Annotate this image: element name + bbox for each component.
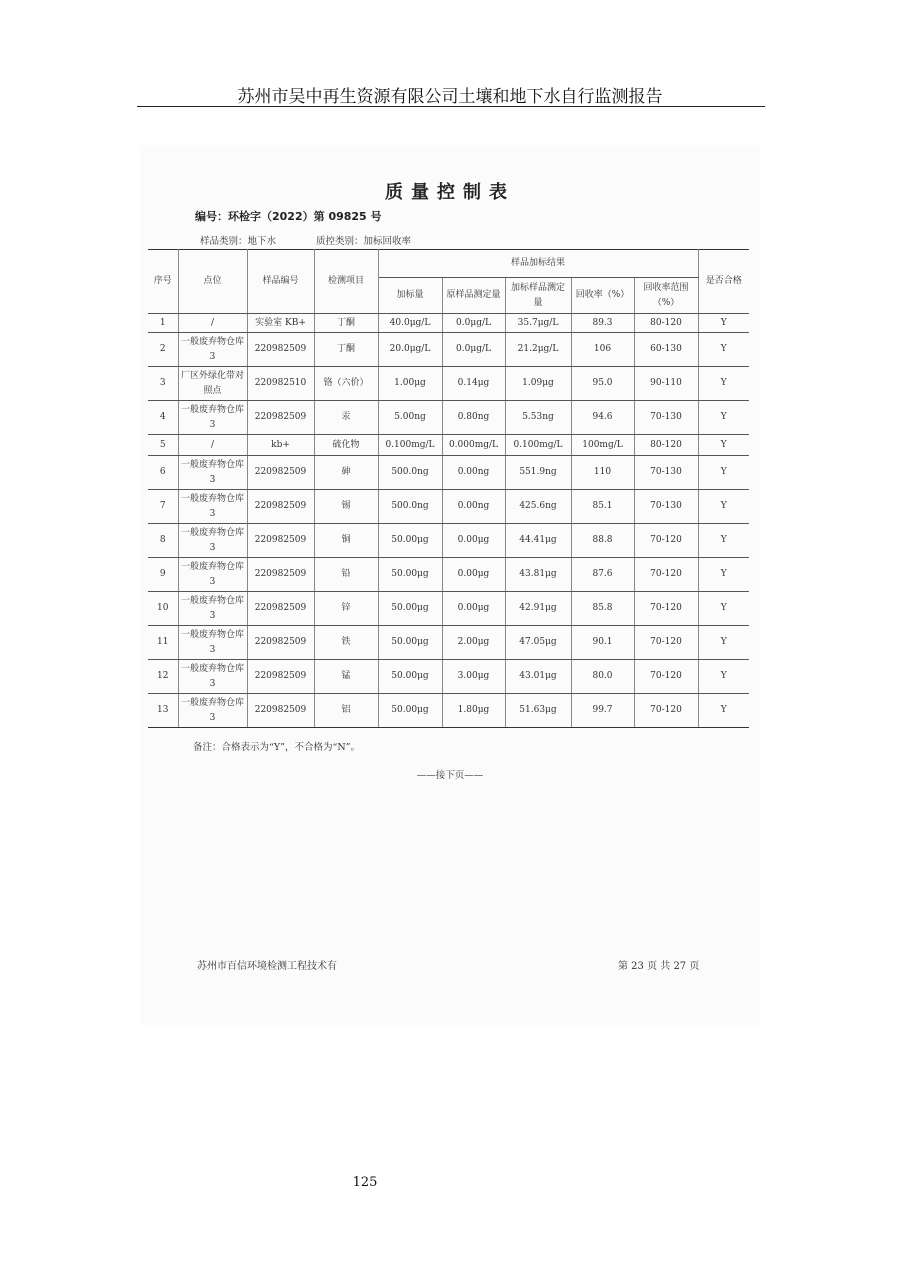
cell-site: 一般废弃物仓库 3: [178, 558, 247, 592]
table-row: [148, 558, 749, 592]
header-divider: [137, 106, 765, 107]
cell-recovery: 110: [571, 456, 634, 490]
cell-spike: 50.00μg: [378, 660, 442, 694]
cell-range: 70-120: [634, 592, 698, 626]
cell-site: 一般废弃物仓库 3: [178, 660, 247, 694]
cell-original: 0.00μg: [442, 558, 505, 592]
table-row: [148, 490, 749, 524]
cell-sample-no: 220982509: [247, 694, 314, 728]
cell-seq: 1: [148, 314, 178, 333]
table-row: [148, 435, 749, 456]
cell-recovery: 88.8: [571, 524, 634, 558]
cell-site: 一般废弃物仓库 3: [178, 490, 247, 524]
header-spike: 加标量: [378, 278, 442, 314]
cell-spiked: 425.6ng: [505, 490, 571, 524]
header-sample-no: 样品编号: [247, 250, 314, 314]
table-row: [148, 367, 749, 401]
header-item: 检测项目: [314, 250, 378, 314]
cell-recovery: 87.6: [571, 558, 634, 592]
cell-original: 1.80μg: [442, 694, 505, 728]
continue-marker: ——接下页——: [416, 770, 484, 781]
cell-original: 0.80ng: [442, 401, 505, 435]
table-row: [148, 626, 749, 660]
cell-item: 铁: [314, 626, 378, 660]
cell-item: 铬（六价）: [314, 367, 378, 401]
sample-type: 样品类别：地下水: [200, 236, 277, 247]
cell-original: 0.00ng: [442, 456, 505, 490]
cell-range: 70-120: [634, 524, 698, 558]
cell-site: /: [178, 314, 247, 333]
cell-spike: 50.00μg: [378, 626, 442, 660]
cell-sample-no: 220982509: [247, 490, 314, 524]
cell-seq: 8: [148, 524, 178, 558]
cell-pass: Y: [698, 333, 749, 367]
table-row: [148, 592, 749, 626]
cell-range: 70-120: [634, 626, 698, 660]
cell-range: 70-120: [634, 694, 698, 728]
cell-spike: 40.0μg/L: [378, 314, 442, 333]
cell-original: 0.14μg: [442, 367, 505, 401]
cell-site: /: [178, 435, 247, 456]
footer-page-info: 第 23 页 共 27 页: [618, 961, 700, 972]
cell-range: 70-120: [634, 660, 698, 694]
qc-type: 质控类别：加标回收率: [316, 236, 412, 247]
cell-sample-no: kb+: [247, 435, 314, 456]
table-row: [148, 694, 749, 728]
cell-pass: Y: [698, 367, 749, 401]
cell-original: 3.00μg: [442, 660, 505, 694]
cell-range: 80-120: [634, 314, 698, 333]
cell-site: 一般废弃物仓库 3: [178, 401, 247, 435]
cell-site: 一般废弃物仓库 3: [178, 456, 247, 490]
cell-item: 丁酮: [314, 333, 378, 367]
cell-original: 0.0μg/L: [442, 333, 505, 367]
table-row: [148, 660, 749, 694]
cell-spike: 0.100mg/L: [378, 435, 442, 456]
cell-original: 0.0μg/L: [442, 314, 505, 333]
cell-item: 丁酮: [314, 314, 378, 333]
cell-item: 锰: [314, 660, 378, 694]
cell-sample-no: 220982509: [247, 524, 314, 558]
cell-sample-no: 实验室 KB+: [247, 314, 314, 333]
table-row: [148, 456, 749, 490]
cell-pass: Y: [698, 558, 749, 592]
cell-site: 一般废弃物仓库 3: [178, 333, 247, 367]
cell-seq: 7: [148, 490, 178, 524]
cell-recovery: 99.7: [571, 694, 634, 728]
cell-item: 汞: [314, 401, 378, 435]
cell-sample-no: 220982509: [247, 592, 314, 626]
cell-spiked: 43.81μg: [505, 558, 571, 592]
cell-sample-no: 220982509: [247, 456, 314, 490]
cell-site: 一般废弃物仓库 3: [178, 626, 247, 660]
header-seq: 序号: [148, 250, 178, 314]
cell-site: 一般废弃物仓库 3: [178, 694, 247, 728]
cell-recovery: 90.1: [571, 626, 634, 660]
cell-range: 70-130: [634, 490, 698, 524]
cell-recovery: 85.1: [571, 490, 634, 524]
cell-spiked: 44.41μg: [505, 524, 571, 558]
table-row: [148, 333, 749, 367]
cell-spiked: 47.05μg: [505, 626, 571, 660]
cell-spiked: 35.7μg/L: [505, 314, 571, 333]
cell-sample-no: 220982510: [247, 367, 314, 401]
cell-recovery: 89.3: [571, 314, 634, 333]
cell-seq: 13: [148, 694, 178, 728]
cell-item: 锡: [314, 490, 378, 524]
cell-recovery: 80.0: [571, 660, 634, 694]
cell-spike: 500.0ng: [378, 490, 442, 524]
cell-original: 0.00ng: [442, 490, 505, 524]
cell-spiked: 42.91μg: [505, 592, 571, 626]
cell-original: 0.00μg: [442, 592, 505, 626]
cell-sample-no: 220982509: [247, 558, 314, 592]
page-number: 125: [352, 1175, 378, 1190]
cell-pass: Y: [698, 401, 749, 435]
cell-pass: Y: [698, 660, 749, 694]
cell-seq: 4: [148, 401, 178, 435]
cell-pass: Y: [698, 435, 749, 456]
cell-original: 0.000mg/L: [442, 435, 505, 456]
cell-recovery: 94.6: [571, 401, 634, 435]
cell-range: 70-120: [634, 558, 698, 592]
cell-spike: 50.00μg: [378, 592, 442, 626]
cell-spiked: 43.01μg: [505, 660, 571, 694]
cell-sample-no: 220982509: [247, 333, 314, 367]
document-title: 质量控制表: [385, 182, 515, 203]
quality-control-table: [148, 249, 749, 728]
cell-recovery: 100mg/L: [571, 435, 634, 456]
cell-item: 砷: [314, 456, 378, 490]
cell-seq: 10: [148, 592, 178, 626]
cell-site: 一般废弃物仓库 3: [178, 592, 247, 626]
footer-organization: 苏州市百信环境检测工程技术有: [197, 961, 337, 972]
header-recovery: 回收率（%）: [571, 278, 634, 314]
cell-seq: 2: [148, 333, 178, 367]
cell-pass: Y: [698, 456, 749, 490]
cell-site: 厂区外绿化带对照点: [178, 367, 247, 401]
cell-recovery: 106: [571, 333, 634, 367]
cell-pass: Y: [698, 626, 749, 660]
cell-spike: 50.00μg: [378, 558, 442, 592]
header-site: 点位: [178, 250, 247, 314]
cell-spike: 5.00ng: [378, 401, 442, 435]
header-range: 回收率范围（%）: [634, 278, 698, 314]
cell-original: 2.00μg: [442, 626, 505, 660]
cell-spiked: 21.2μg/L: [505, 333, 571, 367]
cell-item: 硫化物: [314, 435, 378, 456]
cell-spike: 500.0ng: [378, 456, 442, 490]
cell-spiked: 1.09μg: [505, 367, 571, 401]
header-spike-results: 样品加标结果: [378, 250, 698, 278]
cell-range: 90-110: [634, 367, 698, 401]
cell-spiked: 51.63μg: [505, 694, 571, 728]
table-note: 备注：合格表示为“Y”，不合格为“N”。: [193, 742, 361, 753]
cell-seq: 9: [148, 558, 178, 592]
cell-spiked: 5.53ng: [505, 401, 571, 435]
cell-seq: 6: [148, 456, 178, 490]
table-row: [148, 314, 749, 333]
cell-pass: Y: [698, 524, 749, 558]
cell-range: 80-120: [634, 435, 698, 456]
cell-spiked: 0.100mg/L: [505, 435, 571, 456]
cell-pass: Y: [698, 314, 749, 333]
header-original: 原样品测定量: [442, 278, 505, 314]
cell-item: 铜: [314, 524, 378, 558]
cell-range: 70-130: [634, 456, 698, 490]
cell-spike: 20.0μg/L: [378, 333, 442, 367]
cell-spike: 1.00μg: [378, 367, 442, 401]
cell-seq: 12: [148, 660, 178, 694]
header-spiked: 加标样品测定量: [505, 278, 571, 314]
cell-item: 铅: [314, 558, 378, 592]
cell-pass: Y: [698, 490, 749, 524]
report-header-title: 苏州市吴中再生资源有限公司土壤和地下水自行监测报告: [237, 87, 663, 107]
cell-pass: Y: [698, 694, 749, 728]
cell-spike: 50.00μg: [378, 694, 442, 728]
cell-sample-no: 220982509: [247, 626, 314, 660]
cell-spike: 50.00μg: [378, 524, 442, 558]
cell-seq: 3: [148, 367, 178, 401]
cell-range: 70-130: [634, 401, 698, 435]
cell-spiked: 551.9ng: [505, 456, 571, 490]
table-row: [148, 401, 749, 435]
cell-site: 一般废弃物仓库 3: [178, 524, 247, 558]
cell-original: 0.00μg: [442, 524, 505, 558]
table-row: [148, 524, 749, 558]
header-pass: 是否合格: [698, 250, 749, 314]
cell-range: 60-130: [634, 333, 698, 367]
cell-seq: 11: [148, 626, 178, 660]
cell-sample-no: 220982509: [247, 660, 314, 694]
cell-sample-no: 220982509: [247, 401, 314, 435]
cell-recovery: 95.0: [571, 367, 634, 401]
cell-seq: 5: [148, 435, 178, 456]
document-number: 编号：环检字（2022）第 09825 号: [195, 210, 382, 223]
cell-item: 锌: [314, 592, 378, 626]
cell-pass: Y: [698, 592, 749, 626]
cell-recovery: 85.8: [571, 592, 634, 626]
table-body: [148, 314, 749, 728]
cell-item: 铝: [314, 694, 378, 728]
